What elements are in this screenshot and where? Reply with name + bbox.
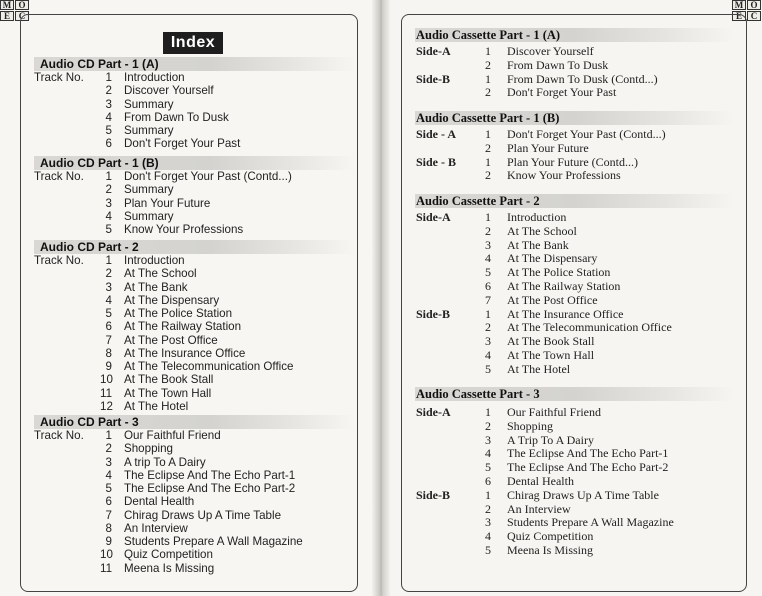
index-title: Index <box>163 32 223 54</box>
track-number: 2 <box>105 442 112 456</box>
track-title: At The Book Stall <box>124 373 214 387</box>
track-row <box>415 128 741 142</box>
track-number: 4 <box>105 209 112 223</box>
track-title: At The Post Office <box>507 292 598 307</box>
track-number: 3 <box>485 515 491 530</box>
track-number: 11 <box>100 561 113 575</box>
track-row <box>34 197 356 210</box>
track-row <box>34 281 356 294</box>
track-title: From Dawn To Dusk (Contd...) <box>507 71 658 86</box>
track-row <box>34 469 356 482</box>
cassette-section <box>415 194 741 377</box>
track-title: At The Post Office <box>124 333 218 347</box>
track-title: Introduction <box>124 71 185 84</box>
track-row <box>34 267 356 280</box>
section-heading: Audio Cassette Part - 2 <box>415 194 734 208</box>
track-title: At The Telecommunication Office <box>124 360 294 373</box>
logo-letter: E <box>0 11 14 21</box>
track-title: From Dawn To Dusk <box>124 110 229 124</box>
track-row <box>34 522 356 535</box>
track-number: 4 <box>105 110 112 124</box>
track-number: 2 <box>485 57 491 72</box>
track-number: 7 <box>485 292 491 307</box>
track-number: 7 <box>105 508 112 522</box>
track-title: Meena Is Missing <box>507 542 593 557</box>
track-row <box>415 142 741 156</box>
book-gutter <box>372 0 390 596</box>
track-row <box>34 320 356 333</box>
track-number: 5 <box>105 482 112 495</box>
track-title: At The Police Station <box>507 265 611 280</box>
track-title: At The Dispensary <box>507 251 598 266</box>
track-number: 4 <box>105 468 112 482</box>
logo-letter: C <box>15 11 29 21</box>
cassette-section <box>415 28 741 100</box>
track-row <box>415 86 741 100</box>
track-row <box>415 45 741 59</box>
track-number: 9 <box>105 535 112 548</box>
track-row <box>34 347 356 360</box>
track-row <box>34 84 356 97</box>
section-heading: Audio CD Part - 3 <box>34 415 356 429</box>
side-label: Side-B <box>416 71 451 86</box>
track-number: 4 <box>485 529 491 544</box>
track-title: Shopping <box>507 418 554 433</box>
side-label: Side-A <box>416 44 451 58</box>
track-title: Don't Forget Your Past (Contd...) <box>124 170 292 183</box>
cd-section <box>34 415 356 575</box>
track-number: 2 <box>485 85 491 100</box>
track-number: 1 <box>485 71 491 86</box>
track-number: 3 <box>105 455 112 469</box>
track-title: Discover Yourself <box>124 84 214 98</box>
track-number: 3 <box>105 97 112 111</box>
track-title: At The Insurance Office <box>124 346 246 360</box>
cd-section <box>34 240 356 413</box>
track-number: 10 <box>100 548 113 562</box>
track-row <box>34 442 356 455</box>
track-row <box>34 387 356 400</box>
track-label: Track No. <box>34 254 84 267</box>
track-title: Don't Forget Your Past <box>124 137 241 151</box>
track-title: At The Hotel <box>124 399 189 413</box>
track-title: Know Your Professions <box>124 223 244 236</box>
track-title: Plan Your Future <box>507 140 589 155</box>
track-title: At The Town Hall <box>507 347 595 362</box>
track-title: Summary <box>124 209 174 223</box>
section-heading: Audio Cassette Part - 3 <box>415 387 734 401</box>
track-row <box>415 461 741 475</box>
track-title: Quiz Competition <box>507 529 594 544</box>
track-row <box>415 335 741 349</box>
track-number: 1 <box>485 405 491 419</box>
track-title: Chirag Draws Up A Time Table <box>507 487 659 502</box>
track-row <box>415 475 741 489</box>
logo-letter: E <box>732 11 746 21</box>
track-row <box>34 294 356 307</box>
track-title: At The Police Station <box>124 307 233 320</box>
track-title: At The Insurance Office <box>507 306 624 321</box>
track-row <box>415 294 741 308</box>
track-row <box>34 456 356 469</box>
track-row <box>415 516 741 530</box>
track-row <box>415 308 741 322</box>
track-number: 2 <box>485 168 491 183</box>
track-row <box>415 169 741 183</box>
track-row <box>34 535 356 548</box>
track-number: 4 <box>485 347 491 362</box>
cassette-section <box>415 111 741 183</box>
track-number: 6 <box>105 320 112 334</box>
track-row <box>415 503 741 517</box>
side-label: Side - A <box>416 127 457 141</box>
track-number: 3 <box>105 196 112 210</box>
track-row <box>34 254 356 267</box>
track-number: 1 <box>485 210 491 224</box>
track-title: The Eclipse And The Echo Part-2 <box>507 460 669 475</box>
track-title: Shopping <box>124 442 173 456</box>
track-title: Our Faithful Friend <box>124 429 221 442</box>
track-row <box>34 562 356 575</box>
track-row <box>34 170 356 183</box>
track-number: 2 <box>485 418 491 433</box>
track-number: 2 <box>485 223 491 238</box>
track-number: 2 <box>105 183 112 197</box>
track-title: Dental Health <box>124 495 195 509</box>
track-row <box>34 548 356 561</box>
track-number: 2 <box>485 320 491 335</box>
track-title: Summary <box>124 124 174 137</box>
side-label: Side - B <box>416 154 457 169</box>
track-title: The Eclipse And The Echo Part-1 <box>124 468 296 482</box>
track-number: 5 <box>105 223 112 236</box>
track-row <box>415 211 741 225</box>
track-number: 3 <box>485 432 491 447</box>
track-number: 4 <box>105 293 112 307</box>
track-row <box>34 98 356 111</box>
side-label: Side-B <box>416 487 451 502</box>
track-title: Introduction <box>507 210 567 224</box>
track-number: 5 <box>485 265 491 280</box>
track-title: Know Your Professions <box>507 168 621 183</box>
track-row <box>415 420 741 434</box>
track-title: At The Town Hall <box>124 386 212 400</box>
track-row <box>415 363 741 377</box>
track-row <box>415 59 741 73</box>
track-title: The Eclipse And The Echo Part-2 <box>124 482 296 495</box>
track-title: From Dawn To Dusk <box>507 57 609 72</box>
track-title: Summary <box>124 183 174 197</box>
track-number: 6 <box>485 278 491 293</box>
cd-section <box>34 57 356 151</box>
track-row <box>415 447 741 461</box>
track-number: 6 <box>105 137 112 151</box>
side-label: Side-A <box>416 210 451 224</box>
track-title: At The Telecommunication Office <box>507 320 672 335</box>
track-title: Our Faithful Friend <box>507 405 601 419</box>
track-row <box>34 307 356 320</box>
track-row <box>34 360 356 373</box>
track-row <box>34 373 356 386</box>
track-row <box>34 137 356 150</box>
track-title: At The Book Stall <box>507 334 595 349</box>
track-number: 1 <box>105 71 112 84</box>
track-title: At The School <box>507 223 577 238</box>
track-row <box>415 321 741 335</box>
section-heading: Audio CD Part - 1 (A) <box>34 57 356 71</box>
track-row <box>415 239 741 253</box>
track-number: 1 <box>485 154 491 169</box>
track-row <box>34 495 356 508</box>
track-title: At The Bank <box>124 280 188 294</box>
track-title: At The Railway Station <box>507 278 621 293</box>
track-row <box>415 434 741 448</box>
track-title: Students Prepare A Wall Magazine <box>124 535 303 548</box>
logo-letter: M <box>732 0 746 10</box>
track-number: 2 <box>485 140 491 155</box>
logo-letter: C <box>747 11 761 21</box>
track-number: 6 <box>105 495 112 509</box>
cassette-section <box>415 387 741 558</box>
track-row <box>415 349 741 363</box>
track-label: Track No. <box>34 170 84 183</box>
track-title: Introduction <box>124 254 185 267</box>
track-title: A trip To A Dairy <box>124 455 206 469</box>
track-row <box>415 252 741 266</box>
track-row <box>34 482 356 495</box>
track-row <box>415 530 741 544</box>
track-number: 3 <box>105 280 112 294</box>
track-row <box>34 71 356 84</box>
track-row <box>415 489 741 503</box>
track-row <box>34 111 356 124</box>
track-number: 2 <box>105 84 112 98</box>
track-number: 2 <box>485 501 491 516</box>
track-number: 5 <box>485 361 491 376</box>
track-label: Track No. <box>34 429 84 442</box>
track-title: Plan Your Future (Contd...) <box>507 154 639 169</box>
track-number: 5 <box>485 460 491 475</box>
track-row <box>34 210 356 223</box>
track-number: 8 <box>105 346 112 360</box>
cd-section <box>34 156 356 236</box>
track-title: Meena Is Missing <box>124 561 215 575</box>
logo-letter: O <box>747 0 761 10</box>
section-heading: Audio Cassette Part - 1 (A) <box>415 28 734 42</box>
track-row <box>415 73 741 87</box>
track-title: Summary <box>124 97 174 111</box>
track-row <box>34 183 356 196</box>
side-label: Side-B <box>416 306 451 321</box>
track-number: 4 <box>485 446 491 461</box>
track-number: 8 <box>105 521 112 535</box>
track-title: Students Prepare A Wall Magazine <box>507 515 674 530</box>
section-heading: Audio Cassette Part - 1 (B) <box>415 111 734 125</box>
track-title: The Eclipse And The Echo Part-1 <box>507 446 669 461</box>
side-label: Side-A <box>416 405 451 419</box>
track-number: 10 <box>100 373 113 387</box>
track-number: 3 <box>485 334 491 349</box>
track-row <box>415 544 741 558</box>
track-title: At The School <box>124 267 197 281</box>
track-title: A Trip To A Dairy <box>507 432 594 447</box>
track-row <box>415 280 741 294</box>
track-number: 1 <box>105 429 112 442</box>
track-number: 1 <box>485 487 491 502</box>
track-number: 1 <box>485 127 491 141</box>
track-number: 9 <box>105 360 112 373</box>
track-number: 1 <box>105 254 112 267</box>
track-row <box>34 124 356 137</box>
track-title: Quiz Competition <box>124 548 213 562</box>
track-number: 6 <box>485 473 491 488</box>
track-row <box>415 406 741 420</box>
track-number: 7 <box>105 333 112 347</box>
track-title: Plan Your Future <box>124 196 211 210</box>
track-number: 1 <box>485 306 491 321</box>
track-row <box>34 334 356 347</box>
track-title: An Interview <box>124 521 188 535</box>
track-number: 5 <box>105 124 112 137</box>
track-title: Don't Forget Your Past (Contd...) <box>507 127 666 141</box>
track-number: 4 <box>485 251 491 266</box>
track-number: 1 <box>105 170 112 183</box>
track-number: 12 <box>100 399 113 413</box>
track-title: Chirag Draws Up A Time Table <box>124 508 282 522</box>
track-title: Don't Forget Your Past <box>507 85 617 100</box>
track-title: At The Hotel <box>507 361 571 376</box>
track-title: Discover Yourself <box>507 44 594 58</box>
track-title: At The Bank <box>507 237 569 252</box>
track-row <box>34 509 356 522</box>
track-title: At The Dispensary <box>124 293 220 307</box>
track-title: Dental Health <box>507 473 574 488</box>
logo-letter: O <box>15 0 29 10</box>
track-row <box>34 429 356 442</box>
track-row <box>34 400 356 413</box>
track-label: Track No. <box>34 71 84 84</box>
track-number: 11 <box>100 386 113 400</box>
track-row <box>415 156 741 170</box>
track-number: 5 <box>485 542 491 557</box>
track-row <box>415 225 741 239</box>
logo-letter: M <box>0 0 14 10</box>
track-row <box>34 223 356 236</box>
track-row <box>415 266 741 280</box>
track-number: 3 <box>485 237 491 252</box>
section-heading: Audio CD Part - 1 (B) <box>34 156 356 170</box>
track-number: 5 <box>105 307 112 320</box>
section-heading: Audio CD Part - 2 <box>34 240 356 254</box>
track-number: 2 <box>105 267 112 281</box>
track-title: An Interview <box>507 501 571 516</box>
track-number: 1 <box>485 44 491 58</box>
track-title: At The Railway Station <box>124 320 242 334</box>
